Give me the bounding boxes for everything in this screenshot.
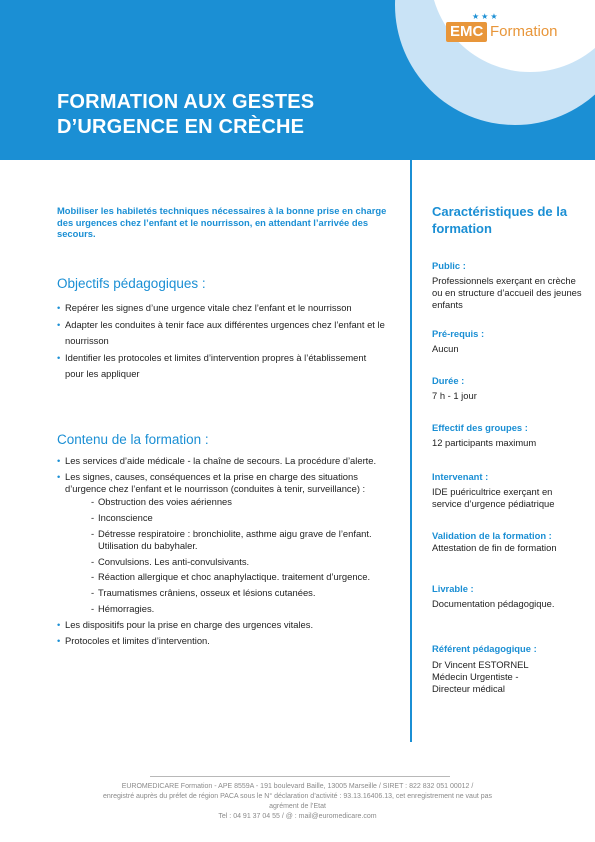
char-effectif [432, 422, 582, 449]
char-referent-value [432, 659, 582, 695]
referent-name: Dr Vincent ESTORNEL [432, 659, 529, 670]
char-public [432, 260, 582, 311]
emc-formation-logo [446, 10, 576, 46]
logo-emc: EMC [446, 22, 487, 42]
char-intervenant [432, 471, 582, 510]
char-intervenant-label: Intervenant : [432, 471, 489, 482]
contenu-subitem: - Détresse respiratoire : bronchiolite, asthme aigu grave de l’enfant. Utilisation du babyhaler. [91, 527, 372, 551]
contenu-subitem: - Convulsions. Les anti-convulsivants. [91, 555, 250, 567]
char-validation-value: Attestation de fin de formation [432, 542, 557, 553]
char-prerequis-label: Pré-requis : [432, 328, 485, 339]
contenu-heading: Contenu de la formation : [57, 432, 209, 447]
contenu-sublist [65, 496, 387, 614]
contenu-subitem: - Réaction allergique et choc anaphylactique. traitement d’urgence. [91, 571, 371, 583]
char-referent-label: Référent pédagogique : [432, 643, 537, 654]
char-validation [432, 530, 582, 554]
char-duree [432, 375, 582, 402]
char-prerequis [432, 328, 582, 355]
contenu-subitem: - Obstruction des voies aériennes [91, 496, 232, 508]
objectifs-list [57, 300, 387, 383]
char-livrable-label: Livrable : [432, 583, 474, 594]
char-validation-label: Validation de la formation : [432, 530, 552, 541]
page-title-line1: FORMATION AUX GESTES [57, 91, 315, 113]
char-intervenant-value: IDE puéricultrice exerçant en service d’urgence pédiatrique [432, 486, 555, 509]
footer-line1: EUROMEDICARE Formation - APE 8559A - 191 boulevard Baille, 13005 Marseille / SIRET : 822 832 051 00012 / [121, 783, 474, 790]
char-public-label: Public : [432, 260, 466, 271]
footer-line2: enregistré auprès du préfet de région PACA sous le N° déclaration d’activité : 93.13.16406.13, cet enregistrement ne vaut pas [102, 793, 493, 800]
logo-stars-icon: ★★★ [472, 12, 500, 21]
char-public-value: Professionnels exerçant en crèche ou en structure d’accueil des jeunes enfants [432, 275, 582, 310]
objectif-item: • Identifier les protocoles et limites d’intervention propres à l’établissement pour les appliquer [57, 350, 387, 383]
objectif-item: • Repérer les signes d’une urgence vitale chez l’enfant et le nourrisson [57, 300, 387, 317]
char-effectif-label: Effectif des groupes : [432, 422, 528, 433]
contenu-item-text: Les signes, causes, conséquences et la prise en charge des situations d’urgence chez l’enfant et le nourrisson (conduites à tenir, surveillance) : [65, 470, 366, 494]
footer-contact: Tel : 04 91 37 04 55 / @ : mail@euromedicare.com [218, 813, 377, 820]
footer [60, 782, 535, 822]
caracteristiques-title: Caractéristiques de la formation [432, 204, 568, 236]
page-title [57, 90, 314, 140]
char-livrable [432, 583, 582, 610]
char-prerequis-value: Aucun [432, 343, 459, 354]
contenu-item: • Les services d’aide médicale - la chaîne de secours. La procédure d’alerte. [57, 455, 387, 467]
char-effectif-value: 12 participants maximum [432, 437, 537, 448]
char-duree-label: Durée : [432, 375, 465, 386]
header-banner [0, 0, 595, 160]
referent-role: Médecin Urgentiste - [432, 671, 519, 682]
footer-line3: agrément de l’Etat [269, 803, 326, 810]
contenu-item: • Protocoles et limites d’intervention. [57, 635, 387, 647]
column-divider [410, 160, 412, 742]
contenu-item [57, 471, 387, 615]
contenu-subitem: - Inconscience [91, 512, 153, 524]
contenu-list [57, 455, 387, 650]
logo-formation: Formation [490, 23, 558, 40]
char-duree-value: 7 h - 1 jour [432, 390, 477, 401]
footer-divider [150, 776, 450, 777]
contenu-item: • Les dispositifs pour la prise en charge des urgences vitales. [57, 619, 387, 631]
objectifs-heading: Objectifs pédagogiques : [57, 276, 206, 291]
referent-role2: Directeur médical [432, 683, 505, 694]
char-referent [432, 643, 582, 695]
objectif-item: • Adapter les conduites à tenir face aux différentes urgences chez l’enfant et le nourrisson [57, 317, 387, 350]
page-title-line2: D’URGENCE EN CRÈCHE [57, 116, 305, 138]
char-livrable-value: Documentation pédagogique. [432, 598, 555, 609]
contenu-subitem: - Hémorragies. [91, 602, 155, 614]
intro-text: Mobiliser les habiletés techniques nécessaires à la bonne prise en charge des urgences chez l’enfant et le nourrisson, en attendant l’arrivée des secours. [57, 205, 387, 239]
contenu-subitem: - Traumatismes crâniens, osseux et lésions cutanées. [91, 587, 316, 599]
